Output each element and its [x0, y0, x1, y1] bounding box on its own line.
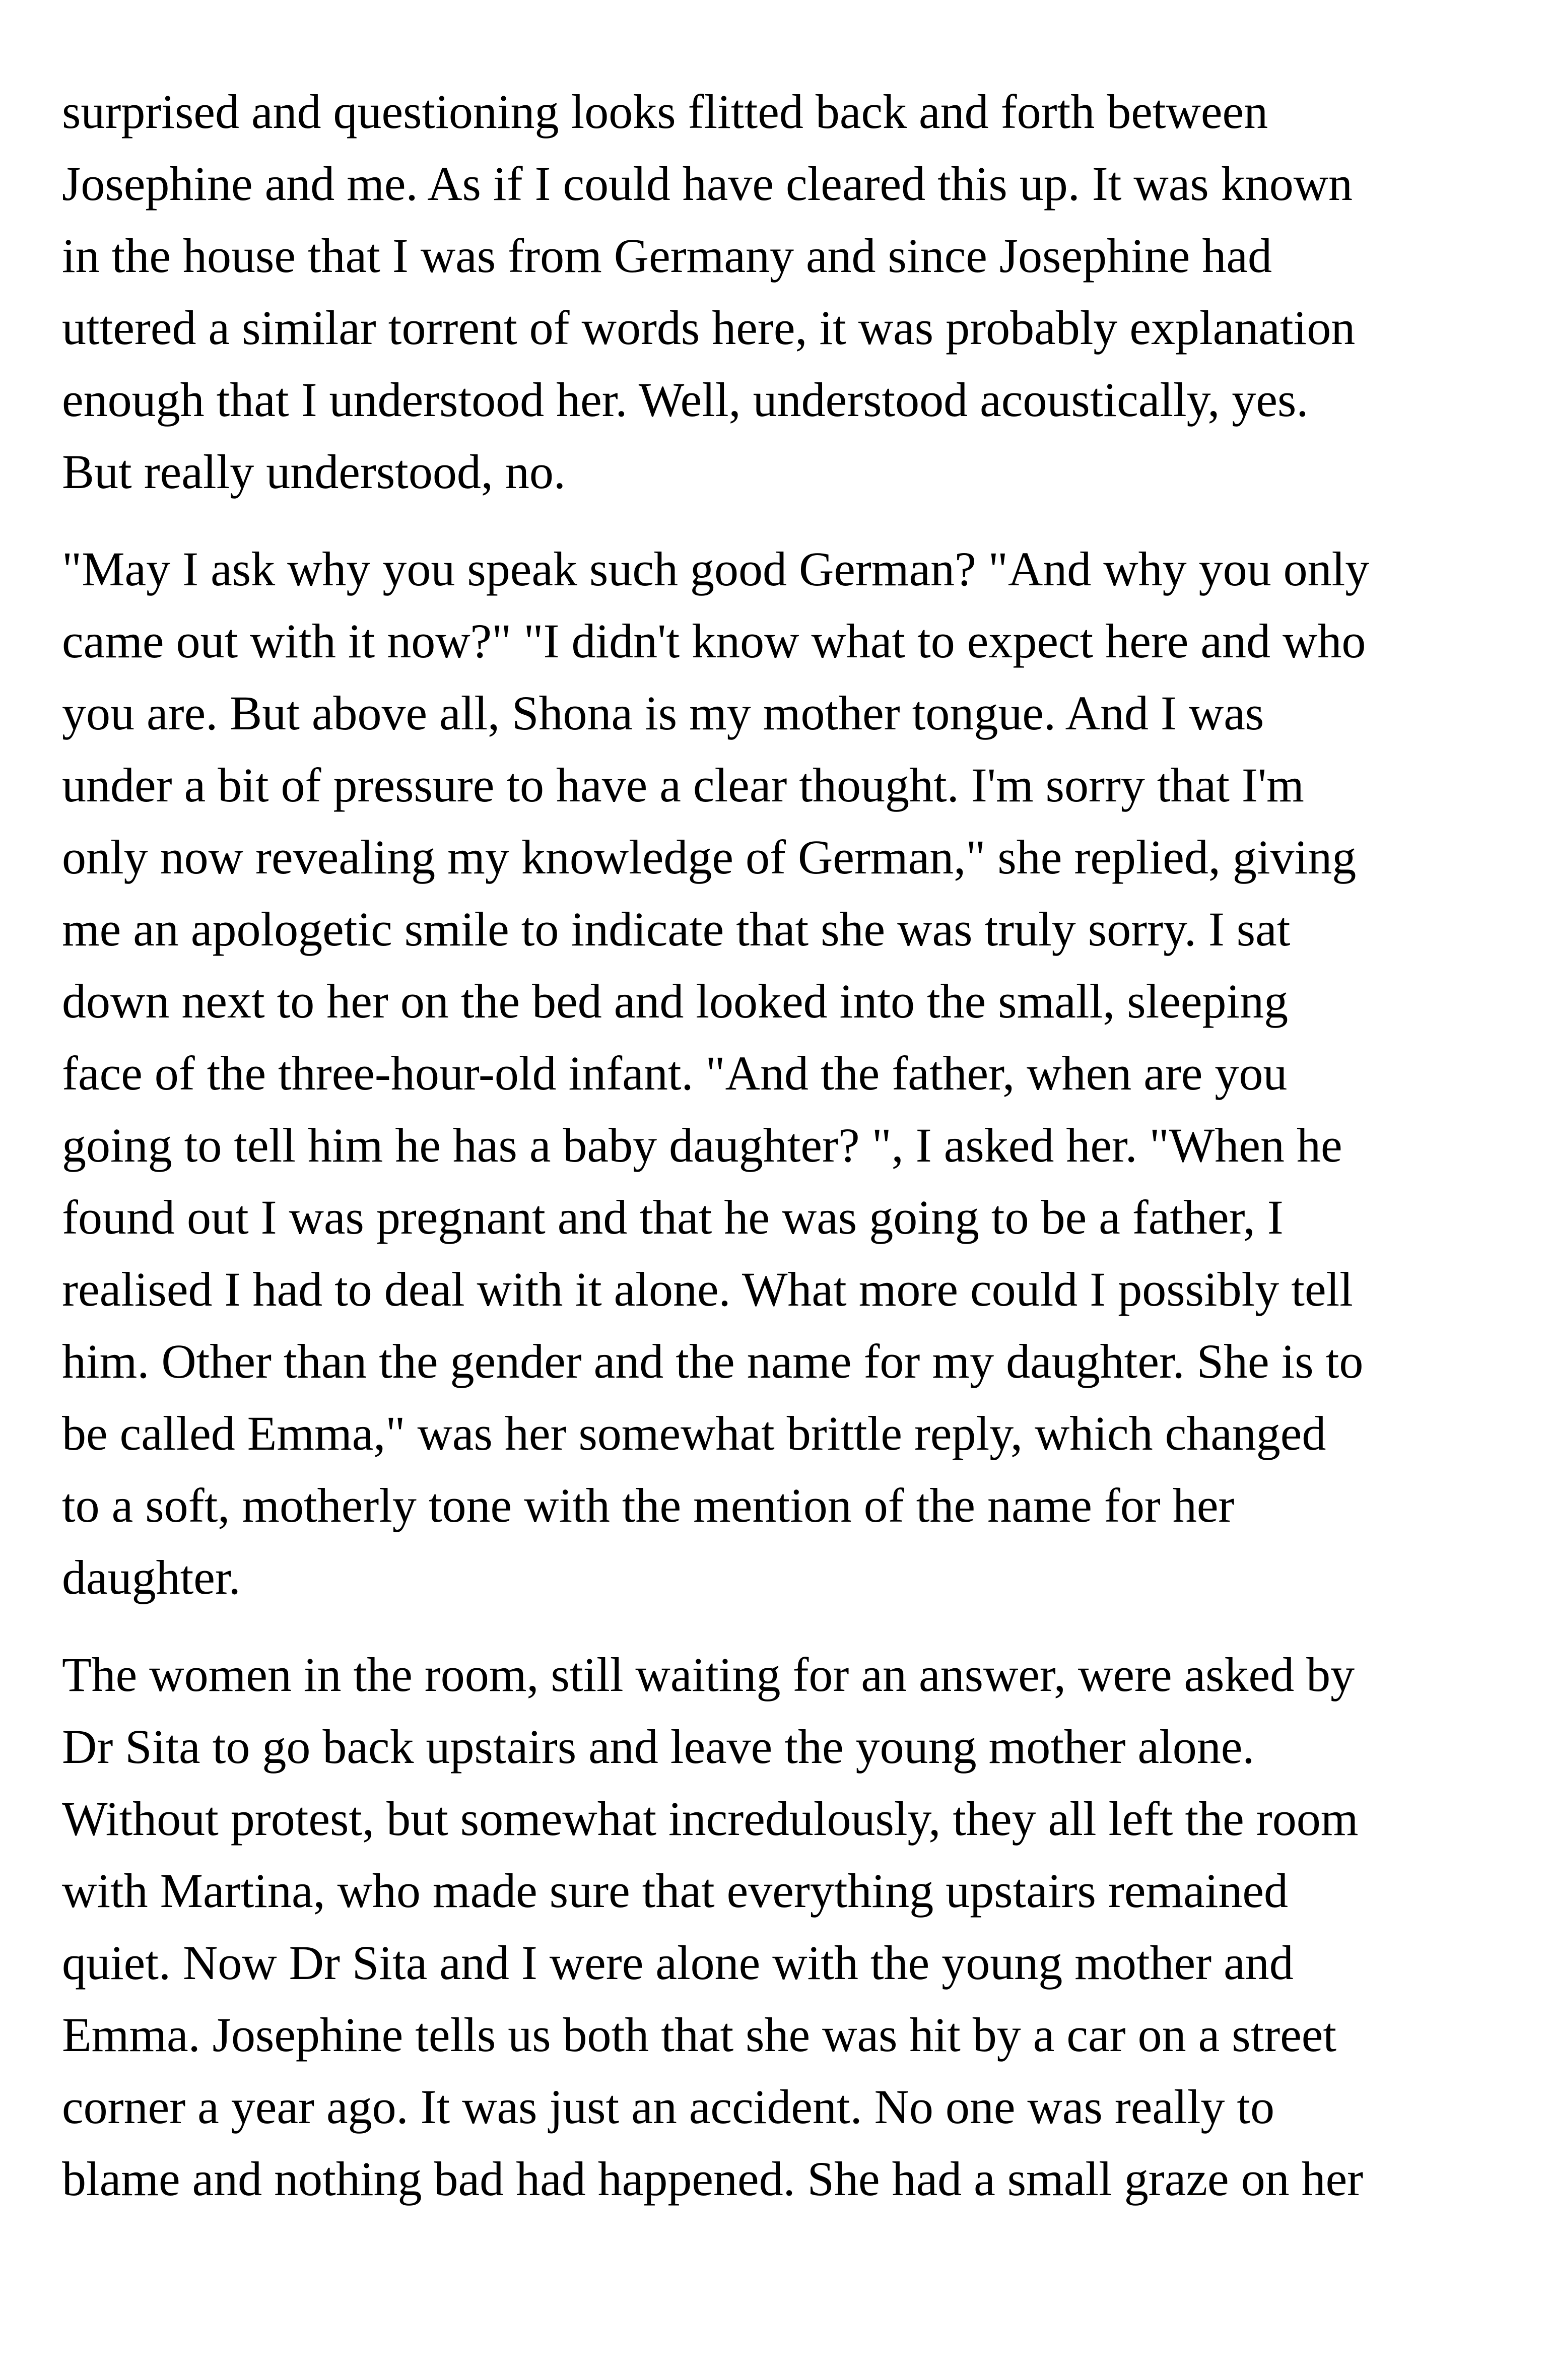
text-line: enough that I understood her. Well, understood acoustically, yes. [62, 373, 1309, 427]
document-page [62, 76, 1503, 2215]
text-line: came out with it now?" "I didn't know what to expect here and who [62, 614, 1366, 668]
text-line: face of the three-hour-old infant. "And the father, when are you [62, 1046, 1288, 1100]
text-line: Dr Sita to go back upstairs and leave the young mother alone. [62, 1720, 1255, 1774]
text-line: in the house that I was from Germany and since Josephine had [62, 229, 1272, 283]
text-line: found out I was pregnant and that he was going to be a father, I [62, 1190, 1284, 1244]
text-line: Emma. Josephine tells us both that she was hit by a car on a street [62, 2008, 1337, 2062]
text-line: me an apologetic smile to indicate that she was truly sorry. I sat [62, 902, 1291, 956]
text-line: blame and nothing bad had happened. She had a small graze on her [62, 2152, 1364, 2206]
text-line: But really understood, no. [62, 445, 566, 499]
text-line: down next to her on the bed and looked into the small, sleeping [62, 974, 1289, 1028]
text-line: surprised and questioning looks flitted back and forth between [62, 85, 1268, 139]
text-line: uttered a similar torrent of words here, it was probably explanation [62, 301, 1356, 355]
text-line: realised I had to deal with it alone. What more could I possibly tell [62, 1262, 1353, 1316]
text-line: quiet. Now Dr Sita and I were alone with the young mother and [62, 1936, 1294, 1990]
paragraph-1 [62, 76, 1503, 508]
text-line: be called Emma," was her somewhat brittle reply, which changed [62, 1406, 1326, 1460]
text-line: you are. But above all, Shona is my mother tongue. And I was [62, 686, 1264, 740]
text-line: under a bit of pressure to have a clear thought. I'm sorry that I'm [62, 758, 1304, 812]
paragraph-3 [62, 1639, 1503, 2215]
text-line: Without protest, but somewhat incredulously, they all left the room [62, 1792, 1359, 1846]
text-line: only now revealing my knowledge of German," she replied, giving [62, 830, 1357, 884]
text-line: Josephine and me. As if I could have cleared this up. It was known [62, 157, 1353, 211]
text-line: going to tell him he has a baby daughter? ", I asked her. "When he [62, 1118, 1342, 1172]
text-line: with Martina, who made sure that everything upstairs remained [62, 1864, 1288, 1918]
text-line: to a soft, motherly tone with the mention of the name for her [62, 1478, 1235, 1532]
text-line: corner a year ago. It was just an accident. No one was really to [62, 2080, 1275, 2134]
text-line: daughter. [62, 1550, 241, 1604]
text-line: "May I ask why you speak such good German? "And why you only [62, 542, 1370, 596]
paragraph-2 [62, 533, 1503, 1613]
text-line: him. Other than the gender and the name for my daughter. She is to [62, 1334, 1364, 1388]
text-line: The women in the room, still waiting for an answer, were asked by [62, 1648, 1355, 1702]
